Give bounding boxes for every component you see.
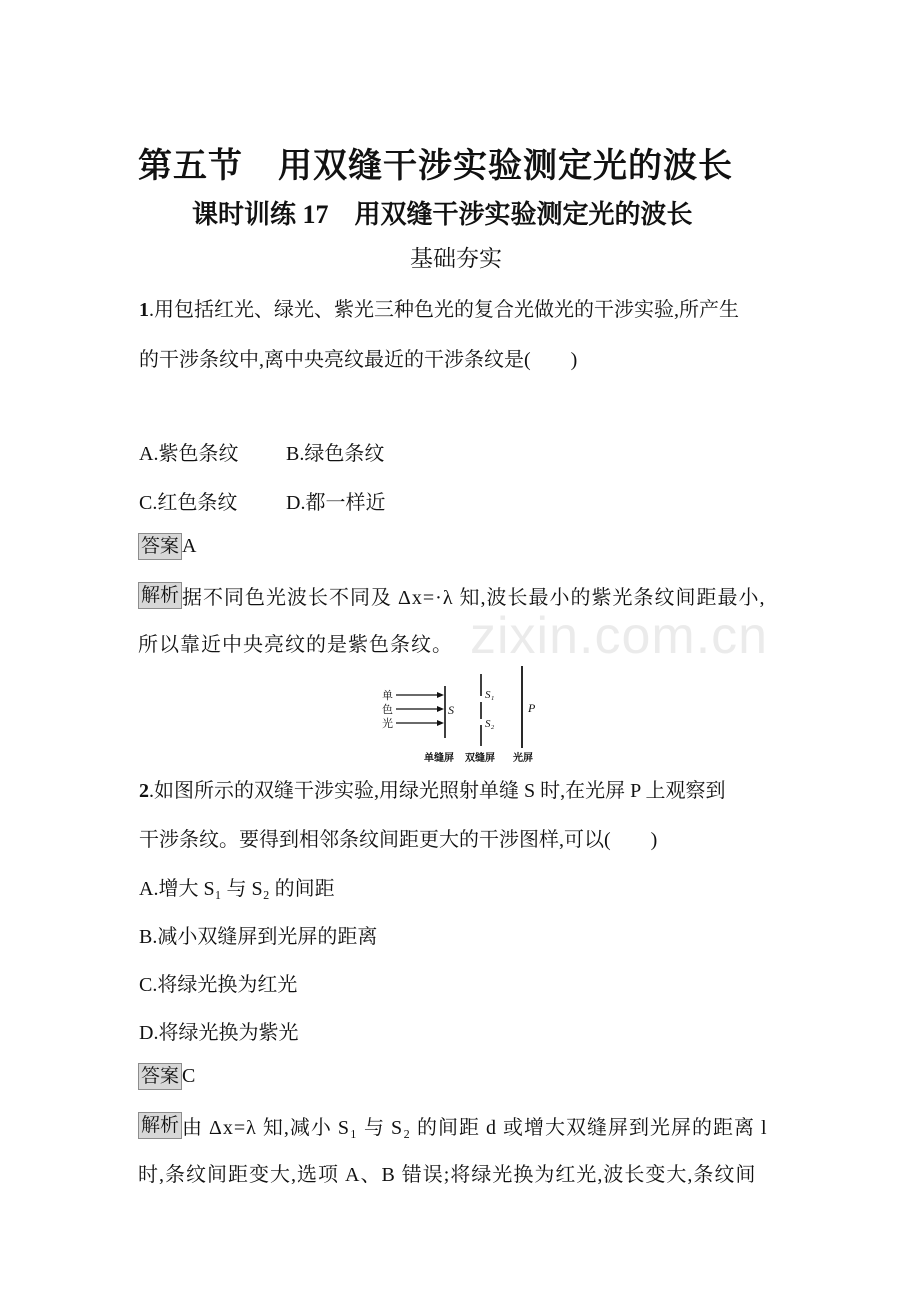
q2-analysis-row	[138, 1111, 768, 1140]
q2-option-a: A.增大 S₁ 与 S₂ 的间距	[139, 878, 335, 900]
q2-answer: C	[182, 1065, 196, 1087]
arrow-head-2	[437, 706, 444, 712]
single-slit-label: 单缝屏	[424, 753, 454, 764]
watermark: zixin.com.cn	[470, 607, 769, 665]
double-slit-label: 双缝屏	[465, 753, 495, 764]
q1-answer: A	[182, 535, 197, 557]
q2-number: 2	[139, 780, 149, 802]
arrow-head-3	[437, 720, 444, 726]
q2-option-c: C.将绿光换为红光	[139, 974, 298, 996]
q2-answer-row	[138, 1063, 195, 1090]
light-label-3: 光	[382, 717, 393, 730]
answer-tag: 答案	[138, 1063, 182, 1090]
q2-analysis-line1: 由 Δx=λ 知,减小 S₁ 与 S₂ 的间距 d 或增大双缝屏到光屏的距离 l	[182, 1117, 768, 1139]
q1-option-b: B.绿色条纹	[286, 443, 385, 465]
q2-stem-line2: 干涉条纹。要得到相邻条纹间距更大的干涉图样,可以( )	[139, 829, 658, 851]
q2-stem-line1: 2.如图所示的双缝干涉实验,用绿光照射单缝 S 时,在光屏 P 上观察到	[139, 780, 726, 802]
q1-number: 1	[139, 299, 149, 321]
q2-option-b: B.减小双缝屏到光屏的距离	[139, 926, 378, 948]
double-slit-diagram	[376, 664, 556, 764]
q1-analysis-line1: 据不同色光波长不同及 Δx=·λ 知,波长最小的紫光条纹间距最小,	[182, 587, 766, 609]
lesson-subtitle: 课时训练 17 用双缝干涉实验测定光的波长	[192, 200, 693, 229]
s-label: S	[448, 703, 454, 717]
q1-analysis-line2: 所以靠近中央亮纹的是紫色条纹。	[138, 634, 453, 656]
analysis-tag: 解析	[138, 582, 182, 609]
q2-option-d: D.将绿光换为紫光	[139, 1022, 299, 1044]
q1-answer-row	[138, 533, 196, 560]
page-title: 第五节 用双缝干涉实验测定光的波长	[138, 148, 733, 185]
q1-option-c: C.红色条纹	[139, 492, 238, 514]
answer-tag: 答案	[138, 533, 182, 560]
analysis-tag: 解析	[138, 1112, 182, 1139]
s2-label: S₂	[485, 718, 495, 730]
s1-label: S₁	[485, 689, 495, 701]
q1-option-d: D.都一样近	[286, 492, 386, 514]
p-label: P	[528, 701, 536, 715]
q1-option-a: A.紫色条纹	[139, 443, 239, 465]
arrow-head-1	[437, 692, 444, 698]
section-heading: 基础夯实	[410, 246, 502, 271]
q1-stem-line2: 的干涉条纹中,离中央亮纹最近的干涉条纹是( )	[139, 349, 578, 371]
q2-analysis-line2: 时,条纹间距变大,选项 A、B 错误;将绿光换为红光,波长变大,条纹间	[138, 1164, 757, 1186]
q1-stem-line1: 1.用包括红光、绿光、紫光三种色光的复合光做光的干涉实验,所产生	[139, 299, 739, 321]
light-label-2: 色	[382, 703, 393, 716]
screen-label: 光屏	[513, 753, 533, 764]
light-label-1: 单	[382, 689, 393, 702]
